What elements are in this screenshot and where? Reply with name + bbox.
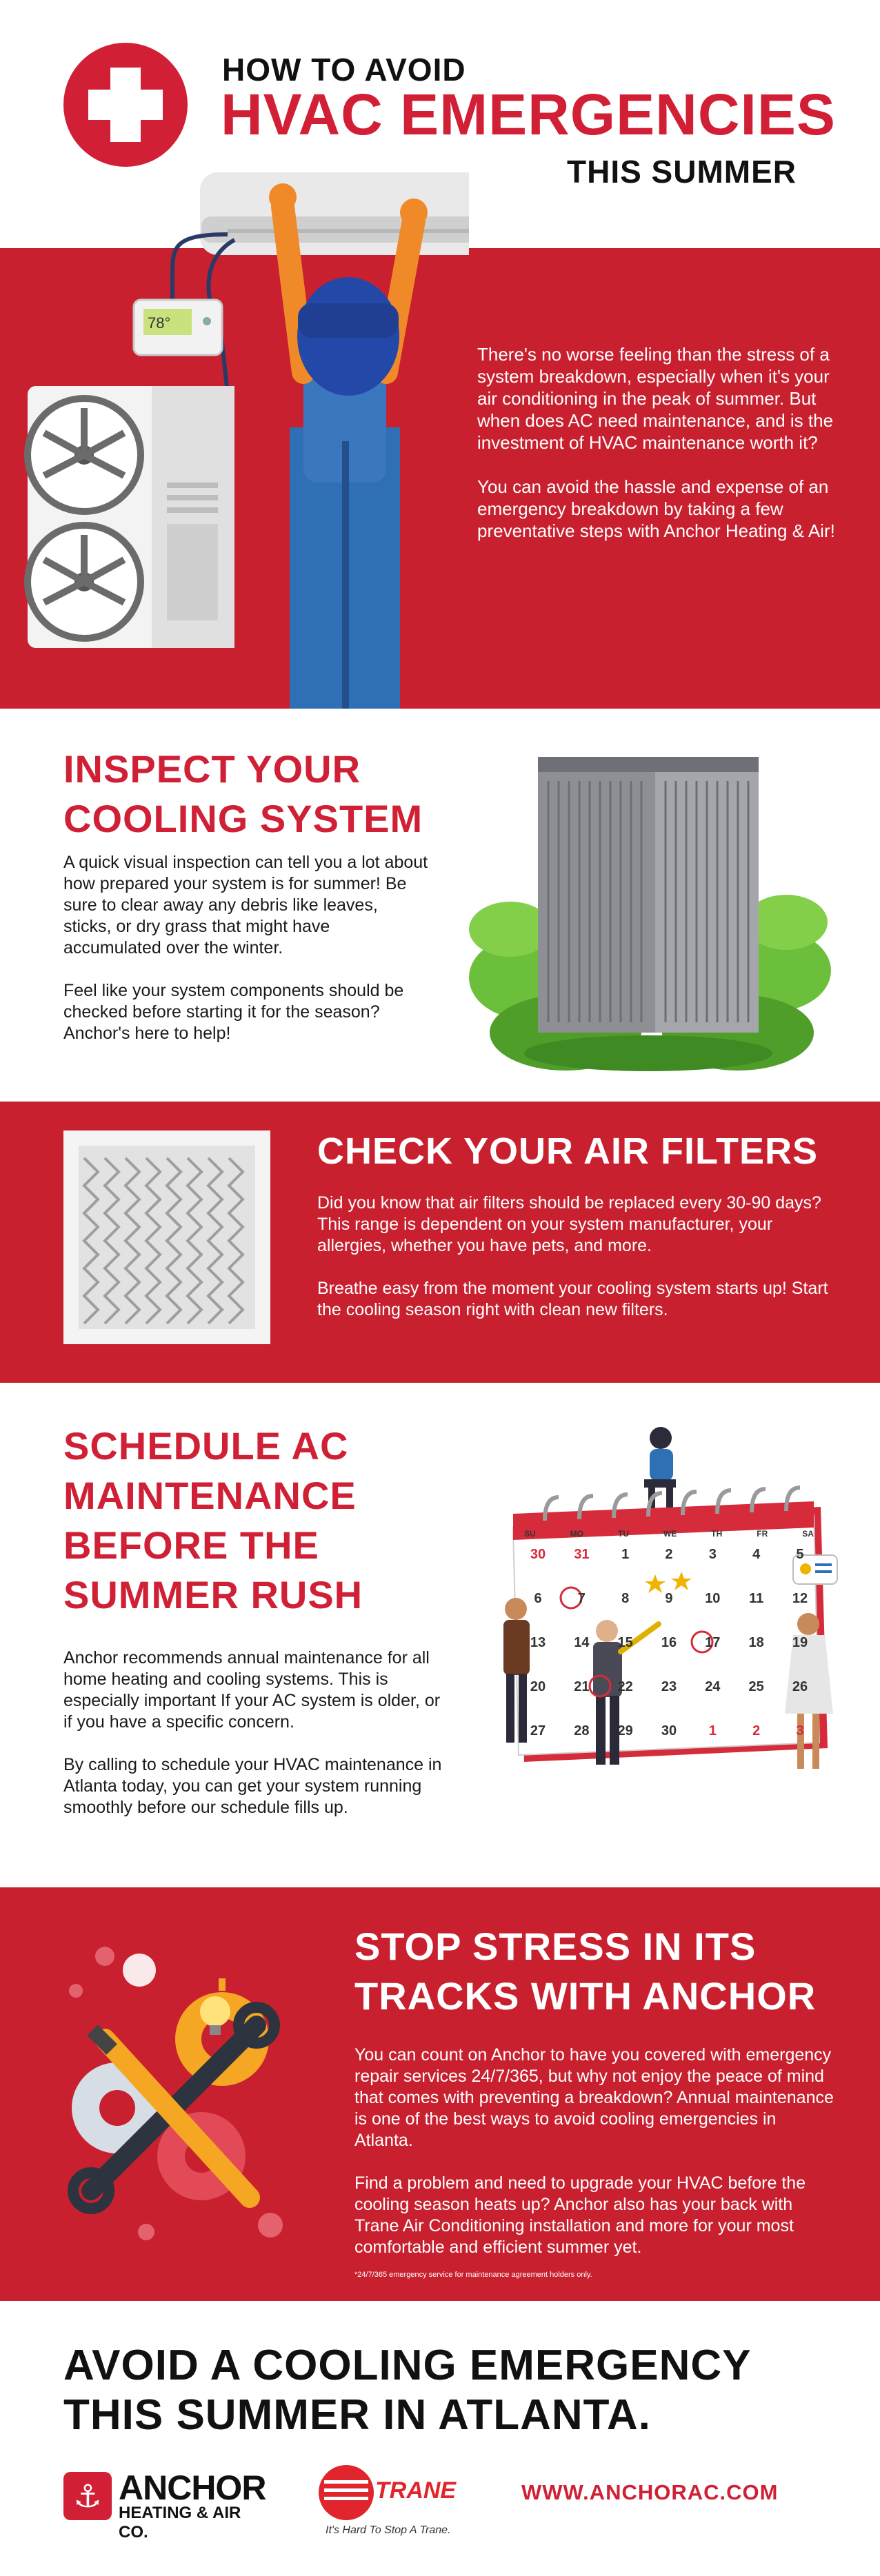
thermostat-icon (134, 300, 222, 355)
technician-figure (269, 183, 428, 709)
weekday-fr: FR (757, 1529, 768, 1539)
stress-paragraph-1: You can count on Anchor to have you covered with emergency repair services 24/7/365, but why not enjoy the peace of mind that comes with preventing a breakdown? Annual maintenance is one of the best ways to avoid cooling emergencies in Atlanta. (354, 2045, 834, 2150)
calendar-date: 25 (748, 1679, 764, 1694)
website-link[interactable]: WWW.ANCHORAC.COM (521, 2480, 779, 2504)
calendar-date: 4 (752, 1547, 761, 1562)
stress-footnote: *24/7/365 emergency service for maintenance agreement holders only. (354, 2271, 592, 2279)
calendar-week-row (524, 1723, 814, 1767)
inspect-title (63, 744, 423, 844)
schedule-title-line-2: MAINTENANCE (63, 1474, 357, 1517)
schedule-title-line-3: BEFORE THE (63, 1523, 319, 1567)
outdoor-condenser-icon (28, 386, 234, 648)
inspect-paragraph-1: A quick visual inspection can tell you a lot about how prepared your system is for summer! Be sure to clear away any debris like leaves, sticks, or dry grass that might have accumulated over the winter. (63, 853, 428, 957)
air-filter-icon (63, 1130, 270, 1344)
schedule-section (0, 1383, 880, 1887)
calendar-date: 13 (530, 1635, 546, 1650)
calendar-date: 26 (792, 1679, 808, 1694)
calendar-date: 9 (665, 1591, 673, 1606)
calendar-week-row (524, 1679, 814, 1723)
footer-title-line-2: THIS SUMMER IN ATLANTA. (63, 2391, 651, 2439)
calendar-date: 29 (617, 1723, 633, 1738)
inspect-paragraph-2: Feel like your system components should be checked before starting it for the season? Anchor's here to help! (63, 981, 404, 1043)
schedule-title-line-4: SUMMER RUSH (63, 1573, 363, 1616)
calendar-date: 22 (617, 1679, 633, 1694)
calendar-date: 27 (530, 1723, 546, 1738)
weekday-th: TH (711, 1529, 723, 1539)
calendar-date-grid (524, 1547, 814, 1767)
calendar-illustration (497, 1424, 841, 1783)
calendar-date: 24 (705, 1679, 721, 1694)
calendar-date: 14 (574, 1635, 590, 1650)
calendar-date: 18 (748, 1635, 764, 1650)
stress-section (0, 1887, 880, 2301)
calendar-date: 30 (661, 1723, 677, 1738)
calendar-date: 19 (792, 1635, 808, 1650)
inspect-title-line-1: INSPECT YOUR (63, 747, 361, 791)
anchor-logo[interactable] (63, 2468, 270, 2542)
stress-title-line-2: TRACKS WITH ANCHOR (354, 1974, 817, 2018)
calendar-date: 1 (621, 1547, 630, 1562)
calendar-date: 8 (621, 1591, 630, 1606)
weekday-mo: MO (570, 1529, 583, 1539)
tools-gears-icon (63, 1929, 291, 2253)
calendar-date: 16 (661, 1635, 677, 1650)
weekday-tu: TU (617, 1529, 629, 1539)
stress-body (354, 2045, 837, 2279)
wall-ac-unit-icon (200, 172, 469, 255)
calendar-date: 10 (705, 1591, 721, 1606)
calendar-date: 6 (534, 1591, 542, 1606)
stress-paragraph-2: Find a problem and need to upgrade your HVAC before the cooling season heats up? Anchor also has your back with Trane Air Conditioning installation and more for your most comfortable and efficient summer yet. (354, 2173, 806, 2257)
calendar-date: 23 (661, 1679, 677, 1694)
footer-title (63, 2341, 752, 2440)
schedule-paragraph-1: Anchor recommends annual maintenance for all home heating and cooling systems. This is especially important If your AC system is older, or if you have a specific concern. (63, 1648, 441, 1732)
calendar-date: 3 (708, 1547, 717, 1562)
calendar-date: 30 (530, 1547, 546, 1562)
trane-circle-icon (319, 2465, 374, 2520)
trane-tagline: It's Hard To Stop A Trane. (326, 2524, 451, 2536)
technician-illustration (0, 152, 469, 709)
calendar-date: 28 (574, 1723, 590, 1738)
calendar-date: 11 (749, 1591, 764, 1606)
filters-body (317, 1193, 841, 1321)
calendar-week-row (524, 1635, 814, 1679)
hero-text (477, 343, 850, 564)
calendar-week-row (524, 1591, 814, 1635)
hero-paragraph-1: There's no worse feeling than the stress of a system breakdown, especially when it's your air conditioning in the peak of summer. But when does AC need maintenance, and is the investment of HVAC maintenance worth it? (477, 344, 834, 453)
calendar-date: 2 (665, 1547, 673, 1562)
filters-title: CHECK YOUR AIR FILTERS (317, 1130, 819, 1172)
calendar-date: 2 (752, 1723, 761, 1738)
calendar-date: 12 (792, 1591, 808, 1606)
calendar-date: 15 (617, 1635, 633, 1650)
calendar-date: 3 (796, 1723, 804, 1738)
calendar-date: 7 (577, 1591, 586, 1606)
filters-paragraph-1: Did you know that air filters should be replaced every 30-90 days? This range is dependent on your system manufacturer, your allergies, whether you have pets, and more. (317, 1193, 821, 1255)
svg-text:78°: 78° (148, 314, 171, 332)
title-line-3: THIS SUMMER (567, 154, 797, 190)
weekday-su: SU (524, 1529, 536, 1539)
calendar-date: 5 (796, 1547, 804, 1562)
weekday-we: WE (663, 1529, 677, 1539)
medical-cross-icon (63, 43, 188, 167)
inspect-section (0, 709, 880, 1102)
condenser-with-leaves-icon (462, 750, 834, 1074)
title-line-1: HOW TO AVOID (222, 52, 466, 88)
calendar-date: 31 (574, 1547, 590, 1562)
stress-title-line-1: STOP STRESS IN ITS (354, 1925, 757, 1968)
footer-title-line-1: AVOID A COOLING EMERGENCY (63, 2342, 752, 2389)
weekday-sa: SA (802, 1529, 814, 1539)
calendar-weekday-row (524, 1529, 814, 1539)
schedule-paragraph-2: By calling to schedule your HVAC maintenance in Atlanta today, you can get your system running smoothly before our schedule fills up. (63, 1755, 442, 1817)
schedule-title-line-1: SCHEDULE AC (63, 1424, 349, 1468)
anchor-icon: ⚓ (63, 2472, 112, 2520)
calendar-date: 21 (574, 1679, 590, 1694)
filters-paragraph-2: Breathe easy from the moment your cooling system starts up! Start the cooling season right with clean new filters. (317, 1279, 828, 1319)
trane-logo-name: TRANE (375, 2477, 457, 2504)
calendar-week-row (524, 1547, 814, 1591)
stress-title (354, 1922, 816, 2021)
calendar-date: 20 (530, 1679, 546, 1694)
title-line-2: HVAC EMERGENCIES (221, 82, 836, 147)
footer (0, 2301, 880, 2576)
filters-section (0, 1102, 880, 1383)
anchor-logo-name: ANCHOR (119, 2468, 266, 2507)
calendar-date: 1 (708, 1723, 717, 1738)
person-on-calendar-icon (644, 1427, 676, 1511)
anchor-logo-subtitle: HEATING & AIR CO. (119, 2504, 241, 2542)
schedule-body (63, 1647, 450, 1818)
calendar-date: 17 (705, 1635, 721, 1650)
trane-logo[interactable] (319, 2465, 491, 2534)
inspect-title-line-2: COOLING SYSTEM (63, 797, 423, 840)
hero-paragraph-2: You can avoid the hassle and expense of an emergency breakdown by taking a few preventative steps with Anchor Heating & Air! (477, 476, 835, 541)
schedule-title (63, 1421, 363, 1620)
inspect-body (63, 852, 429, 1044)
